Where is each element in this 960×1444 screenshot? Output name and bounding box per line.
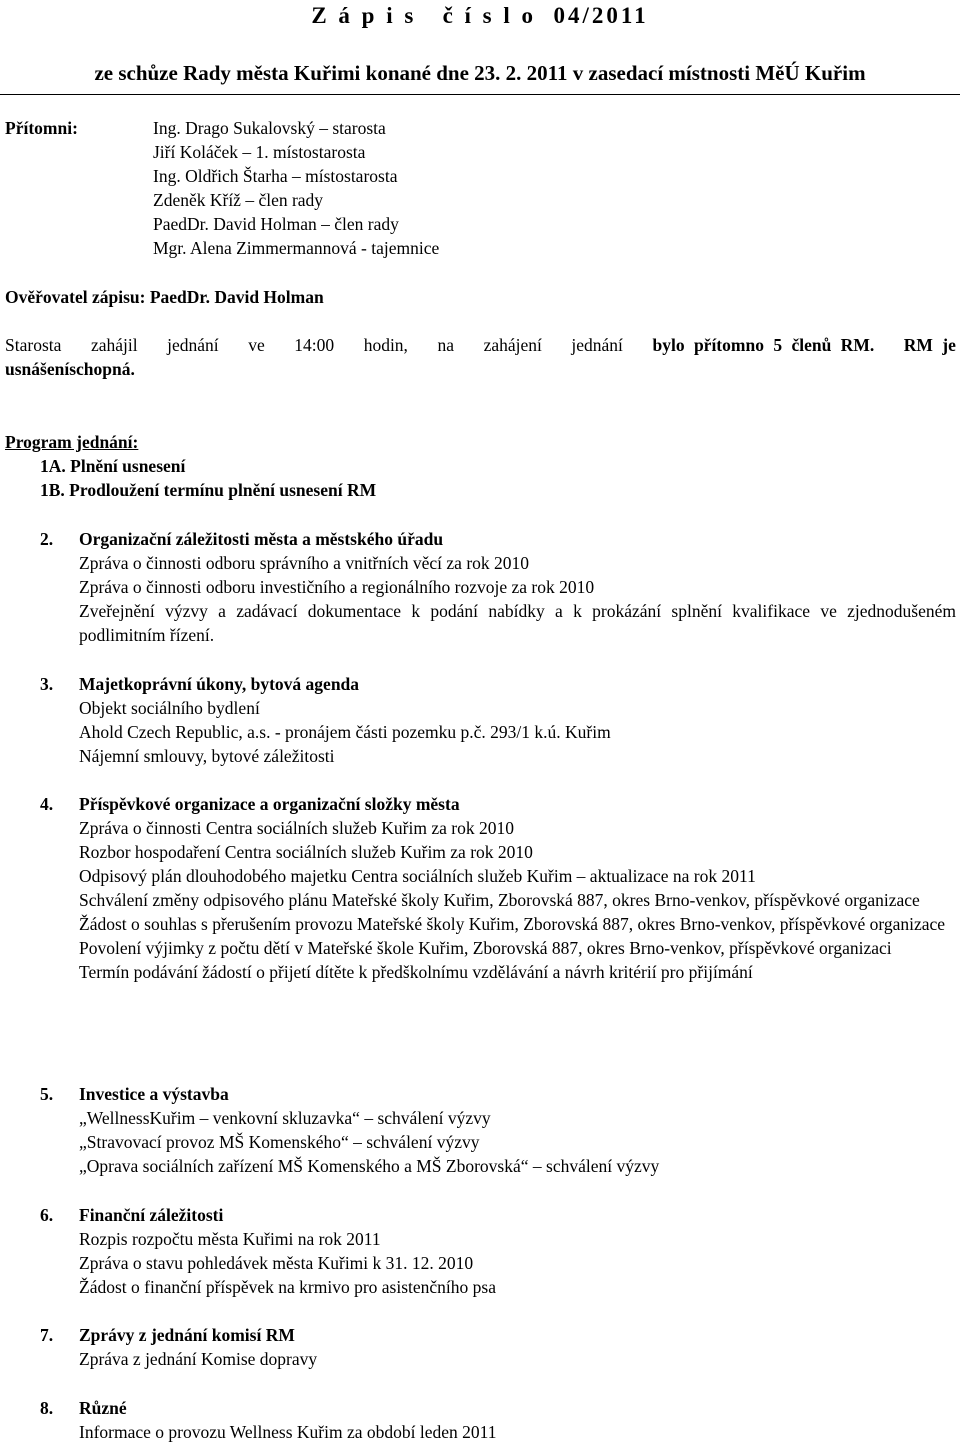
section-number: 8. — [40, 1398, 54, 1418]
opening-word: jednání — [571, 335, 623, 355]
attendance-label: Přítomni: — [5, 118, 78, 138]
agenda-item: Ahold Czech Republic, a.s. - pronájem části pozemku p.č. 293/1 k.ú. Kuřim — [79, 722, 611, 742]
agenda-section-7 — [40, 1323, 956, 1371]
agenda-section-2 — [40, 527, 956, 647]
verifier-line: Ověřovatel zápisu: PaedDr. David Holman — [5, 287, 324, 307]
opening-word: Starosta — [5, 335, 62, 355]
program-heading: Program jednání: — [5, 432, 139, 452]
attendee-item: PaedDr. David Holman – člen rady — [153, 214, 399, 234]
attendee-item: Zdeněk Kříž – člen rady — [153, 190, 324, 210]
agenda-section-8 — [40, 1396, 956, 1444]
quorum-result-start: RM je — [903, 335, 956, 355]
agenda-item: Zpráva z jednání Komise dopravy — [79, 1349, 318, 1369]
section-number: 2. — [40, 529, 54, 549]
section-title: Majetkoprávní úkony, bytová agenda — [79, 674, 360, 694]
section-title: Příspěvkové organizace a organizační složky města — [79, 794, 460, 814]
opening-word: hodin, — [363, 335, 408, 355]
section-title: Organizační záležitosti města a městského úřadu — [79, 529, 444, 549]
agenda-item: Zpráva o činnosti odboru správního a vnitřních věcí za rok 2010 — [79, 553, 530, 573]
agenda-item: Žádost o finanční příspěvek na krmivo pro asistenčního psa — [79, 1277, 496, 1297]
section-title: Různé — [79, 1398, 127, 1418]
agenda-item: „Oprava sociálních zařízení MŠ Komenského a MŠ Zborovská“ – schválení výzvy — [79, 1156, 660, 1176]
agenda-section-5 — [40, 1082, 956, 1178]
agenda-item: Povolení výjimky z počtu dětí v Mateřské škole Kuřim, Zborovská 887, okres Brno-venkov, příspěvkové organizaci — [79, 938, 892, 958]
agenda-item: Informace o provozu Wellness Kuřim za období leden 2011 — [79, 1422, 497, 1442]
section-title: Zprávy z jednání komisí RM — [79, 1325, 295, 1345]
agenda-item: Schválení změny odpisového plánu Mateřské školy Kuřim, Zborovská 887, okres Brno-venkov, příspěvkové organizace — [79, 890, 920, 910]
header-divider — [0, 94, 960, 95]
agenda-item: Zpráva o stavu pohledávek města Kuřimi k 31. 12. 2010 — [79, 1253, 474, 1273]
section-title: Finanční záležitosti — [79, 1205, 224, 1225]
program-item-1a: 1A. Plnění usnesení — [40, 456, 186, 476]
agenda-item: „Stravovací provoz MŠ Komenského“ – schválení výzvy — [79, 1132, 480, 1152]
opening-statement-line — [5, 333, 956, 357]
agenda-item: Rozpis rozpočtu města Kuřimi na rok 2011 — [79, 1229, 381, 1249]
agenda-item: „WellnessKuřim – venkovní skluzavka“ – schválení výzvy — [79, 1108, 491, 1128]
agenda-item: Nájemní smlouvy, bytové záležitosti — [79, 746, 335, 766]
section-number: 6. — [40, 1205, 54, 1225]
attendee-item: Ing. Oldřich Štarha – místostarosta — [153, 166, 398, 186]
agenda-item: Objekt sociálního bydlení — [79, 698, 260, 718]
agenda-item: Zpráva o činnosti Centra sociálních služeb Kuřim za rok 2010 — [79, 818, 514, 838]
quorum-result-end: usnášeníschopná. — [5, 359, 135, 379]
opening-word: na — [437, 335, 455, 355]
agenda-item: Odpisový plán dlouhodobého majetku Centra sociálních služeb Kuřim – aktualizace na rok 2011 — [79, 866, 756, 886]
document-title: Z á p i s č í s l o 04/2011 — [311, 3, 649, 28]
opening-word: 14:00 — [294, 335, 335, 355]
agenda-section-6 — [40, 1203, 956, 1299]
section-number: 3. — [40, 674, 54, 694]
agenda-item: Zveřejnění výzvy a zadávací dokumentace k podání nabídky a k prokázání splnění kvalifikace ve zjednodušeném podlimitním řízení. — [79, 601, 956, 645]
opening-word: zahájení — [483, 335, 542, 355]
agenda-item: Rozbor hospodaření Centra sociálních služeb Kuřim za rok 2010 — [79, 842, 533, 862]
program-item-1b: 1B. Prodloužení termínu plnění usnesení RM — [40, 480, 377, 500]
agenda-section-3 — [40, 672, 956, 768]
attendee-item: Jiří Koláček – 1. místostarosta — [153, 142, 366, 162]
quorum-statement: bylo přítomno 5 členů RM. — [652, 335, 875, 355]
section-number: 5. — [40, 1084, 54, 1104]
attendee-item: Ing. Drago Sukalovský – starosta — [153, 118, 386, 138]
section-title: Investice a výstavba — [79, 1084, 229, 1104]
agenda-item: Termín podávání žádostí o přijetí dítěte k předškolnímu vzdělávání a návrh kritérií pro přijímání — [79, 962, 753, 982]
attendee-list — [153, 116, 439, 260]
attendee-item: Mgr. Alena Zimmermannová - tajemnice — [153, 238, 440, 258]
document-subtitle: ze schůze Rady města Kuřimi konané dne 23. 2. 2011 v zasedací místnosti MěÚ Kuřim — [94, 61, 866, 85]
agenda-section-4 — [40, 792, 956, 984]
opening-word: ve — [248, 335, 265, 355]
agenda-item: Žádost o souhlas s přerušením provozu Mateřské školy Kuřim, Zborovská 887, okres Brno-venkov, příspěvkové organizace — [79, 914, 946, 934]
section-number: 7. — [40, 1325, 54, 1345]
opening-word: zahájil — [90, 335, 138, 355]
agenda-item: Zpráva o činnosti odboru investičního a regionálního rozvoje za rok 2010 — [79, 577, 595, 597]
opening-word: jednání — [167, 335, 219, 355]
section-number: 4. — [40, 794, 54, 814]
